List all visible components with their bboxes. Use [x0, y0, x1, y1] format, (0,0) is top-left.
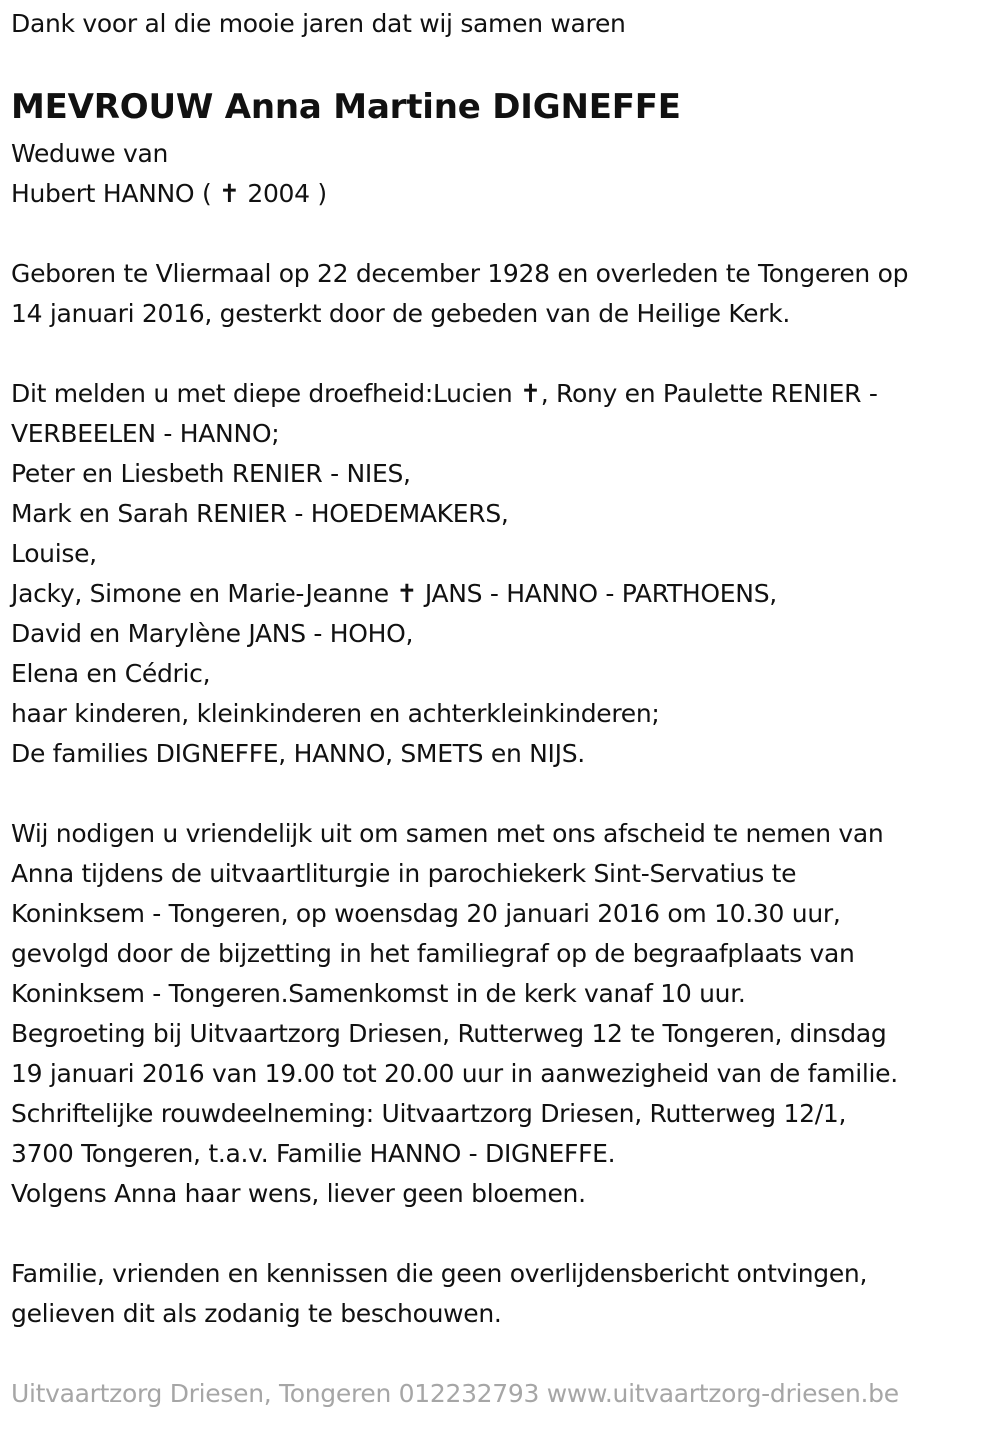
ceremony-line: Anna tijdens de uitvaartliturgie in parochiekerk Sint-Servatius te — [11, 859, 797, 888]
family-line: Mark en Sarah RENIER - HOEDEMAKERS, — [11, 499, 509, 528]
intro-line: Dank voor al die mooie jaren dat wij samen waren — [11, 9, 626, 38]
deceased-name: MEVROUW Anna Martine DIGNEFFE — [11, 87, 681, 127]
ceremony-line: Volgens Anna haar wens, liever geen bloemen. — [11, 1179, 586, 1208]
family-line: Dit melden u met diepe droefheid:Lucien ✝, Rony en Paulette RENIER - — [11, 379, 878, 408]
family-line: Jacky, Simone en Marie-Jeanne ✝ JANS - HANNO - PARTHOENS, — [11, 579, 777, 608]
family-line: VERBEELEN - HANNO; — [11, 419, 280, 448]
family-line: Peter en Liesbeth RENIER - NIES, — [11, 459, 411, 488]
ceremony-line: Koninksem - Tongeren, op woensdag 20 januari 2016 om 10.30 uur, — [11, 899, 841, 928]
notice-body — [11, 134, 908, 1334]
spacer — [11, 774, 908, 814]
ceremony-line: Koninksem - Tongeren.Samenkomst in de kerk vanaf 10 uur. — [11, 979, 746, 1008]
spacer — [11, 214, 908, 254]
family-line: Elena en Cédric, — [11, 659, 211, 688]
spacer — [11, 334, 908, 374]
closing-line: gelieven dit als zodanig te beschouwen. — [11, 1299, 502, 1328]
family-line: haar kinderen, kleinkinderen en achterkleinkinderen; — [11, 699, 660, 728]
ceremony-line: Schriftelijke rouwdeelneming: Uitvaartzorg Driesen, Rutterweg 12/1, — [11, 1099, 847, 1128]
family-line: De families DIGNEFFE, HANNO, SMETS en NIJS. — [11, 739, 585, 768]
family-line: Louise, — [11, 539, 97, 568]
widow-of-line: Weduwe van — [11, 139, 169, 168]
footer-contact: Uitvaartzorg Driesen, Tongeren 012232793 www.uitvaartzorg-driesen.be — [11, 1379, 899, 1408]
family-line: David en Marylène JANS - HOHO, — [11, 619, 414, 648]
ceremony-line: gevolgd door de bijzetting in het familiegraf op de begraafplaats van — [11, 939, 855, 968]
spacer — [11, 1214, 908, 1254]
birth-death-line: Geboren te Vliermaal op 22 december 1928 en overleden te Tongeren op — [11, 259, 909, 288]
ceremony-line: 19 januari 2016 van 19.00 tot 20.00 uur in aanwezigheid van de familie. — [11, 1059, 898, 1088]
birth-death-line: 14 januari 2016, gesterkt door de gebeden van de Heilige Kerk. — [11, 299, 791, 328]
ceremony-line: Begroeting bij Uitvaartzorg Driesen, Rutterweg 12 te Tongeren, dinsdag — [11, 1019, 887, 1048]
ceremony-line: Wij nodigen u vriendelijk uit om samen met ons afscheid te nemen van — [11, 819, 884, 848]
spouse-line: Hubert HANNO ( ✝ 2004 ) — [11, 179, 327, 208]
closing-line: Familie, vrienden en kennissen die geen overlijdensbericht ontvingen, — [11, 1259, 868, 1288]
ceremony-line: 3700 Tongeren, t.a.v. Familie HANNO - DIGNEFFE. — [11, 1139, 616, 1168]
